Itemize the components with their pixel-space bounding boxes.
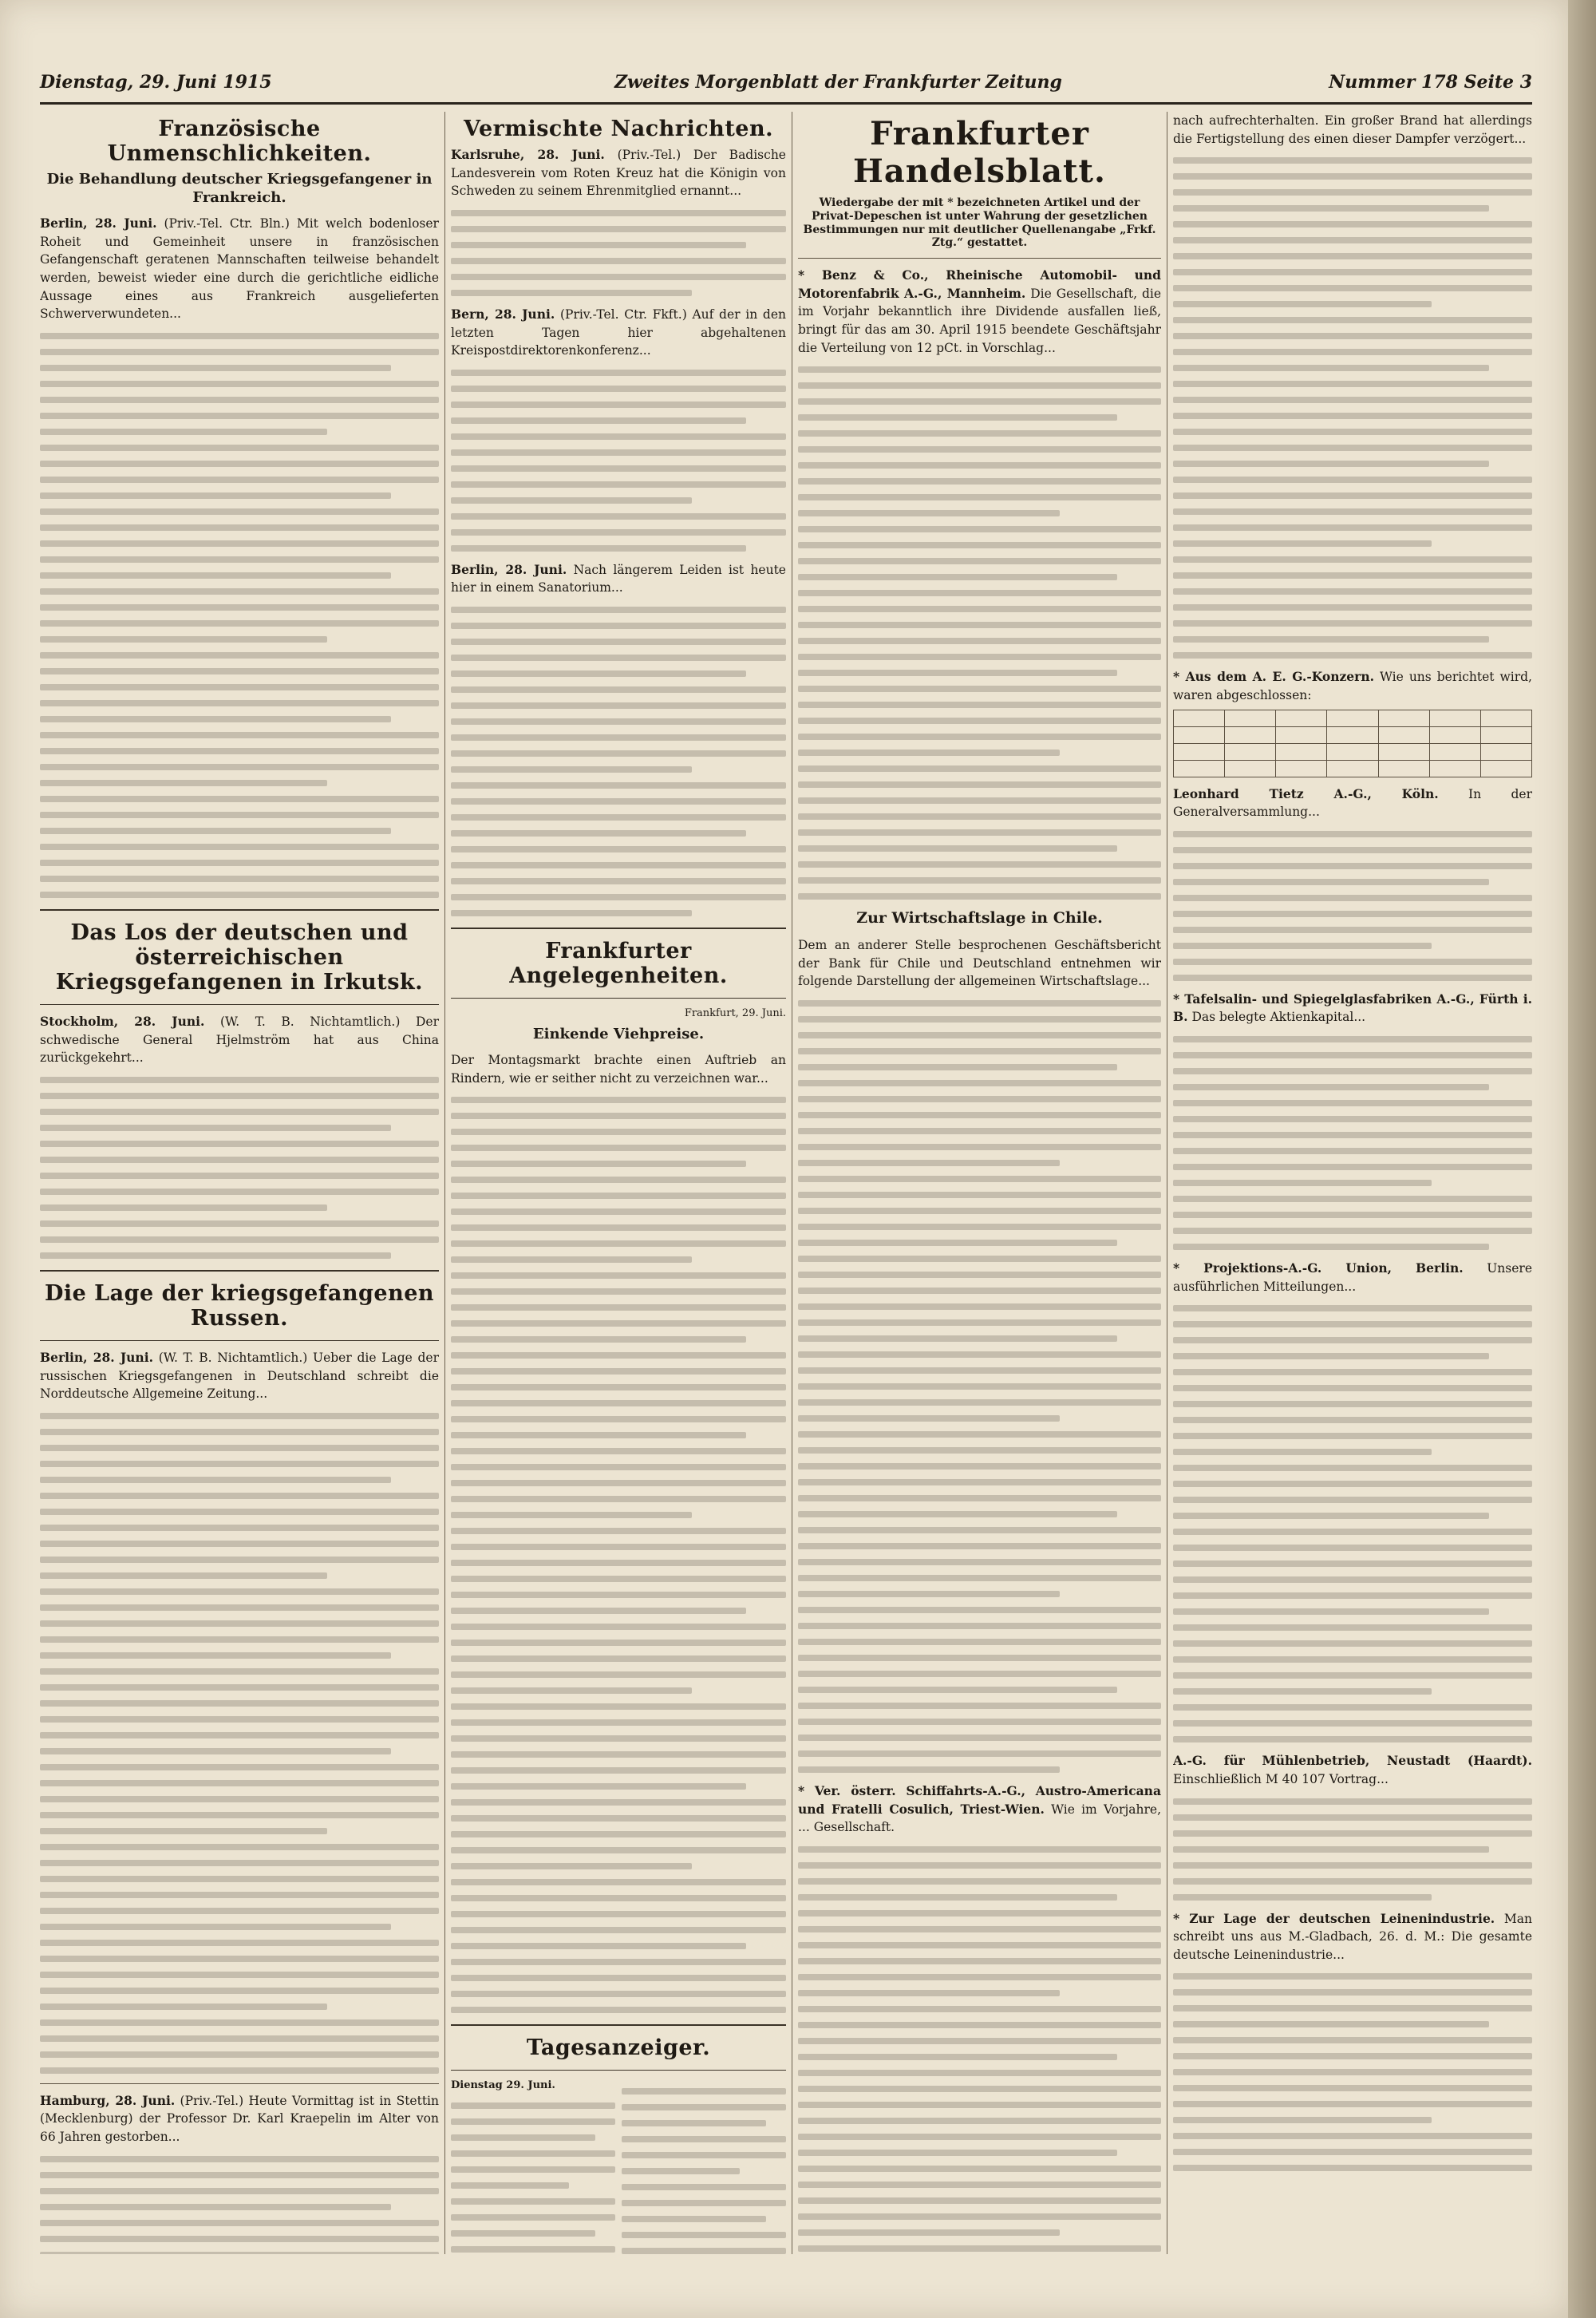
section-divider bbox=[40, 909, 439, 1005]
article-text bbox=[798, 1782, 1161, 1837]
section-divider bbox=[40, 1270, 439, 1341]
text-lines bbox=[1173, 1973, 1532, 2171]
article-lead: * Tafelsalin- und Spiegelglasfabriken A.-G., Fürth i. B. bbox=[1173, 991, 1532, 1025]
dateline: Stockholm, 28. Juni. bbox=[40, 1013, 205, 1029]
section-divider bbox=[451, 2024, 786, 2071]
header-date: Dienstag, 29. Juni 1915 bbox=[40, 72, 272, 93]
article-text bbox=[1173, 1752, 1532, 1788]
section-notice: Wiedergabe der mit * bezeichneten Artikel und der Privat-Depeschen ist unter Wahrung der gesetzlichen Bestimmungen nur mit deutlicher Quellenangabe „Frkf. Ztg.“ gestattet. bbox=[803, 196, 1156, 250]
article-lead: * Benz & Co., Rheinische Automobil- und Motorenfabrik A.-G., Mannheim. bbox=[798, 267, 1161, 301]
column-3 bbox=[798, 112, 1161, 2254]
text-lines bbox=[40, 1413, 439, 2074]
article-body: (W. T. B. Nichtamtlich.) Der schwedische General Hjelmström hat aus China zurückgekehrt... bbox=[40, 1014, 439, 1066]
article-text bbox=[1173, 785, 1532, 821]
article-text bbox=[451, 561, 786, 597]
text-lines bbox=[1173, 831, 1532, 981]
text-lines bbox=[451, 607, 786, 916]
article-body: Nach längerem Leiden ist heute hier in einem Sanatorium... bbox=[451, 562, 786, 595]
headline: Vermischte Nachrichten. bbox=[464, 117, 773, 141]
article-body: (Priv.-Tel. Ctr. Bln.) Mit welch bodenloser Roheit und Gemeinheit unsere in französischen Gefangenschaft geratenen Mannschaften teilweise behandelt werden, beweist wieder eine durch die gerichtliche eidliche Aussage eines aus Frankreich ausgelieferten Schwerverwundeten... bbox=[40, 216, 439, 322]
article-body: (Priv.-Tel. Ctr. Fkft.) Auf der in den letzten Tagen hier abgehaltenen Kreispostdirektorenkonferenz... bbox=[451, 307, 786, 358]
article-text bbox=[451, 306, 786, 360]
section-title: Frankfurter Handelsblatt. bbox=[853, 115, 1106, 190]
article-body: (Priv.-Tel.) Heute Vormittag ist in Stettin (Mecklenburg) der Professor Dr. Karl Kraepelin im Alter von 66 Jahren gestorben... bbox=[40, 2093, 439, 2145]
article-text bbox=[1173, 668, 1532, 704]
dateline: Karlsruhe, 28. Juni. bbox=[451, 147, 605, 163]
text-lines bbox=[798, 1000, 1161, 1773]
article-lead: * Ver. österr. Schiffahrts-A.-G., Austro-Americana und Fratelli Cosulich, Triest-Wien. bbox=[798, 1782, 1161, 1817]
subheadline: Zur Wirtschaftslage in Chile. bbox=[856, 909, 1103, 928]
page-header bbox=[40, 70, 1532, 105]
article-body: Unsere ausführlichen Mitteilungen... bbox=[1173, 1261, 1532, 1294]
dateline: Bern, 28. Juni. bbox=[451, 306, 555, 322]
article-text: Der Montagsmarkt brachte einen Auftrieb an Rindern, wie er seither nicht zu verzeichnen war... bbox=[451, 1053, 786, 1086]
text-lines bbox=[1173, 1798, 1532, 1901]
article-text bbox=[451, 146, 786, 200]
article-body: Wie im Vorjahre, ... Gesellschaft. bbox=[798, 1802, 1161, 1835]
data-table bbox=[1173, 710, 1532, 777]
article-text: nach aufrechterhalten. Ein großer Brand hat allerdings die Fertigstellung des einen dieser Dampfer verzögert... bbox=[1173, 113, 1532, 146]
dateline: Berlin, 28. Juni. bbox=[40, 1349, 153, 1365]
headline: Frankfurter Angelegenheiten. bbox=[509, 939, 728, 989]
article-text bbox=[1173, 1260, 1532, 1295]
article-body: Die Gesellschaft, die im Vorjahr bekanntlich ihre Dividende ausfallen ließ, bringt für das am 30. April 1915 beendete Geschäftsjahr die Verteilung von 12 pCt. in Vorschlag... bbox=[798, 286, 1161, 355]
article-lead: * Zur Lage der deutschen Leinenindustrie. bbox=[1173, 1910, 1495, 1926]
text-lines bbox=[451, 210, 786, 296]
article-lead: * Aus dem A. E. G.-Konzern. bbox=[1173, 669, 1374, 685]
article-body: In der Generalversammlung... bbox=[1173, 786, 1532, 820]
text-lines bbox=[451, 1097, 786, 2013]
text-lines bbox=[40, 1077, 439, 1259]
article-text bbox=[40, 1013, 439, 1067]
article-body: Man schreibt uns aus M.-Gladbach, 26. d. M.: Die gesamte deutsche Leinenindustrie... bbox=[1173, 1911, 1532, 1962]
subheadline: Die Behandlung deutscher Kriegsgefangener in Frankreich. bbox=[46, 171, 433, 206]
article-text bbox=[40, 215, 439, 323]
article-text bbox=[40, 1349, 439, 1403]
headline: Tagesanzeiger. bbox=[526, 2035, 711, 2061]
text-lines bbox=[40, 333, 439, 898]
text-lines bbox=[1173, 157, 1532, 659]
article-lead: * Projektions-A.-G. Union, Berlin. bbox=[1173, 1260, 1464, 1276]
dateline: Hamburg, 28. Juni. bbox=[40, 2092, 176, 2108]
article-lead: A.-G. für Mühlenbetrieb, Neustadt (Haardt). bbox=[1173, 1753, 1532, 1769]
column-rule bbox=[444, 112, 445, 2254]
headline: Das Los der deutschen und österreichischen Kriegsgefangenen in Irkutsk. bbox=[55, 920, 424, 995]
section-divider bbox=[451, 928, 786, 999]
headline: Französische Unmenschlichkeiten. bbox=[107, 117, 372, 167]
text-lines bbox=[451, 370, 786, 552]
article-text bbox=[40, 2092, 439, 2146]
text-lines bbox=[798, 1846, 1161, 2254]
article-body: Das belegte Aktienkapital... bbox=[1191, 1010, 1366, 1025]
listings bbox=[451, 2079, 786, 2254]
article-body: (Priv.-Tel.) Der Badische Landesverein vom Roten Kreuz hat die Königin von Schweden zu seinem Ehrenmitglied ernannt... bbox=[451, 148, 786, 199]
dateline: Berlin, 28. Juni. bbox=[451, 561, 567, 577]
subheadline: Einkende Viehpreise. bbox=[532, 1025, 705, 1042]
article-text bbox=[1173, 991, 1532, 1026]
header-number: Nummer 178 Seite 3 bbox=[1329, 72, 1532, 93]
page-edge bbox=[1568, 0, 1596, 2318]
text-lines bbox=[1173, 1036, 1532, 1250]
article-body: Einschließlich M 40 107 Vortrag... bbox=[1173, 1771, 1389, 1786]
dateline: Berlin, 28. Juni. bbox=[40, 216, 157, 231]
article-text bbox=[1173, 1910, 1532, 1964]
article-text bbox=[798, 267, 1161, 357]
column-4 bbox=[1173, 112, 1532, 2254]
article-text: Dem an anderer Stelle besprochenen Geschäftsbericht der Bank für Chile und Deutschland entnehmen wir folgende Darstellung der allgemeinen Wirtschaftslage... bbox=[798, 938, 1161, 989]
text-lines bbox=[798, 366, 1161, 900]
dateline: Frankfurt, 29. Juni. bbox=[684, 1007, 786, 1020]
column-1 bbox=[40, 112, 439, 2254]
text-lines bbox=[1173, 1305, 1532, 1742]
header-paper: Zweites Morgenblatt der Frankfurter Zeitung bbox=[614, 72, 1062, 93]
article-body: Wie uns berichtet wird, waren abgeschlossen: bbox=[1173, 670, 1532, 702]
article-lead: Leonhard Tietz A.-G., Köln. bbox=[1173, 785, 1439, 801]
article-body: (W. T. B. Nichtamtlich.) Ueber die Lage der russischen Kriegsgefangenen in Deutschland schreibt die Norddeutsche Allgemeine Zeitung... bbox=[40, 1350, 439, 1402]
listing-date: Dienstag 29. Juni. bbox=[451, 2079, 555, 2092]
column-2 bbox=[451, 112, 786, 2254]
headline: Die Lage der kriegsgefangenen Russen. bbox=[44, 1280, 435, 1331]
text-lines bbox=[40, 2156, 439, 2254]
